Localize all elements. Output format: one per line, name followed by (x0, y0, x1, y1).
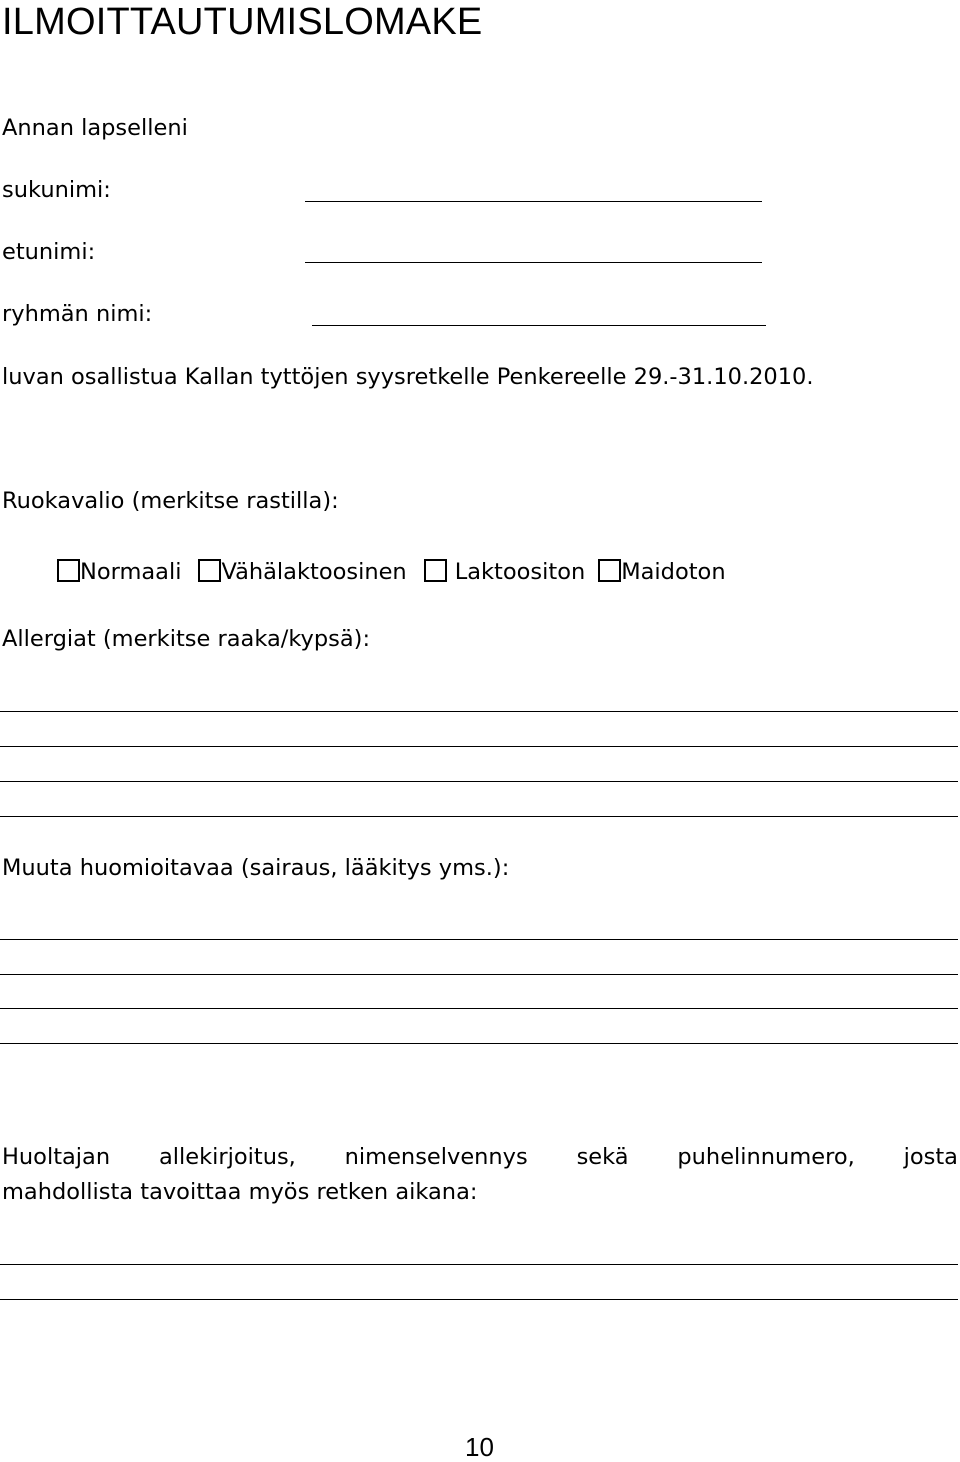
diet-option-normaali[interactable] (57, 558, 181, 586)
page-number: 10 (465, 1432, 494, 1462)
intro-text: Annan lapselleni (2, 115, 188, 141)
other-notes-line[interactable] (0, 974, 958, 975)
other-notes-heading: Muuta huomioitavaa (sairaus, lääkitys yms.): (2, 855, 510, 881)
guardian-word: sekä (576, 1144, 629, 1170)
guardian-word: Huoltajan (2, 1144, 111, 1170)
diet-option-vahalaktoosinen[interactable] (198, 558, 406, 586)
guardian-signature-line[interactable] (0, 1299, 958, 1300)
diet-option-maidoton[interactable] (598, 558, 725, 586)
guardian-text-line-1 (2, 1143, 958, 1171)
diet-heading: Ruokavalio (merkitse rastilla): (2, 488, 339, 514)
firstname-field[interactable] (305, 262, 762, 263)
other-notes-line[interactable] (0, 1043, 958, 1044)
checkbox-icon[interactable] (424, 559, 447, 582)
diet-option-label: Maidoton (621, 559, 726, 585)
allergies-heading: Allergiat (merkitse raaka/kypsä): (2, 626, 371, 652)
diet-options (57, 558, 726, 586)
checkbox-icon[interactable] (598, 559, 621, 582)
guardian-word: puhelinnumero, (677, 1144, 855, 1170)
other-notes-line[interactable] (0, 1008, 958, 1009)
permission-text: luvan osallistua Kallan tyttöjen syysretkelle Penkereelle 29.-31.10.2010. (2, 364, 814, 390)
other-notes-line[interactable] (0, 939, 958, 940)
guardian-word: allekirjoitus, (158, 1144, 296, 1170)
checkbox-icon[interactable] (198, 559, 221, 582)
allergies-line[interactable] (0, 781, 958, 782)
guardian-signature-line[interactable] (0, 1264, 958, 1265)
diet-option-label: Normaali (80, 559, 182, 585)
allergies-line[interactable] (0, 816, 958, 817)
guardian-word: nimenselvennys (344, 1144, 528, 1170)
checkbox-icon[interactable] (57, 559, 80, 582)
surname-label: sukunimi: (2, 177, 111, 203)
firstname-label: etunimi: (2, 239, 96, 265)
diet-option-laktoositon[interactable] (424, 558, 586, 586)
group-name-field[interactable] (312, 325, 766, 326)
allergies-line[interactable] (0, 746, 958, 747)
group-name-label: ryhmän nimi: (2, 301, 153, 327)
guardian-text-line-2: mahdollista tavoittaa myös retken aikana: (2, 1179, 478, 1205)
diet-option-label: Laktoositon (454, 559, 586, 585)
allergies-line[interactable] (0, 711, 958, 712)
diet-option-label: Vähälaktoosinen (221, 559, 407, 585)
surname-field[interactable] (305, 201, 762, 202)
page-title: ILMOITTAUTUMISLOMAKE (2, 1, 483, 43)
guardian-word: josta (903, 1144, 958, 1170)
